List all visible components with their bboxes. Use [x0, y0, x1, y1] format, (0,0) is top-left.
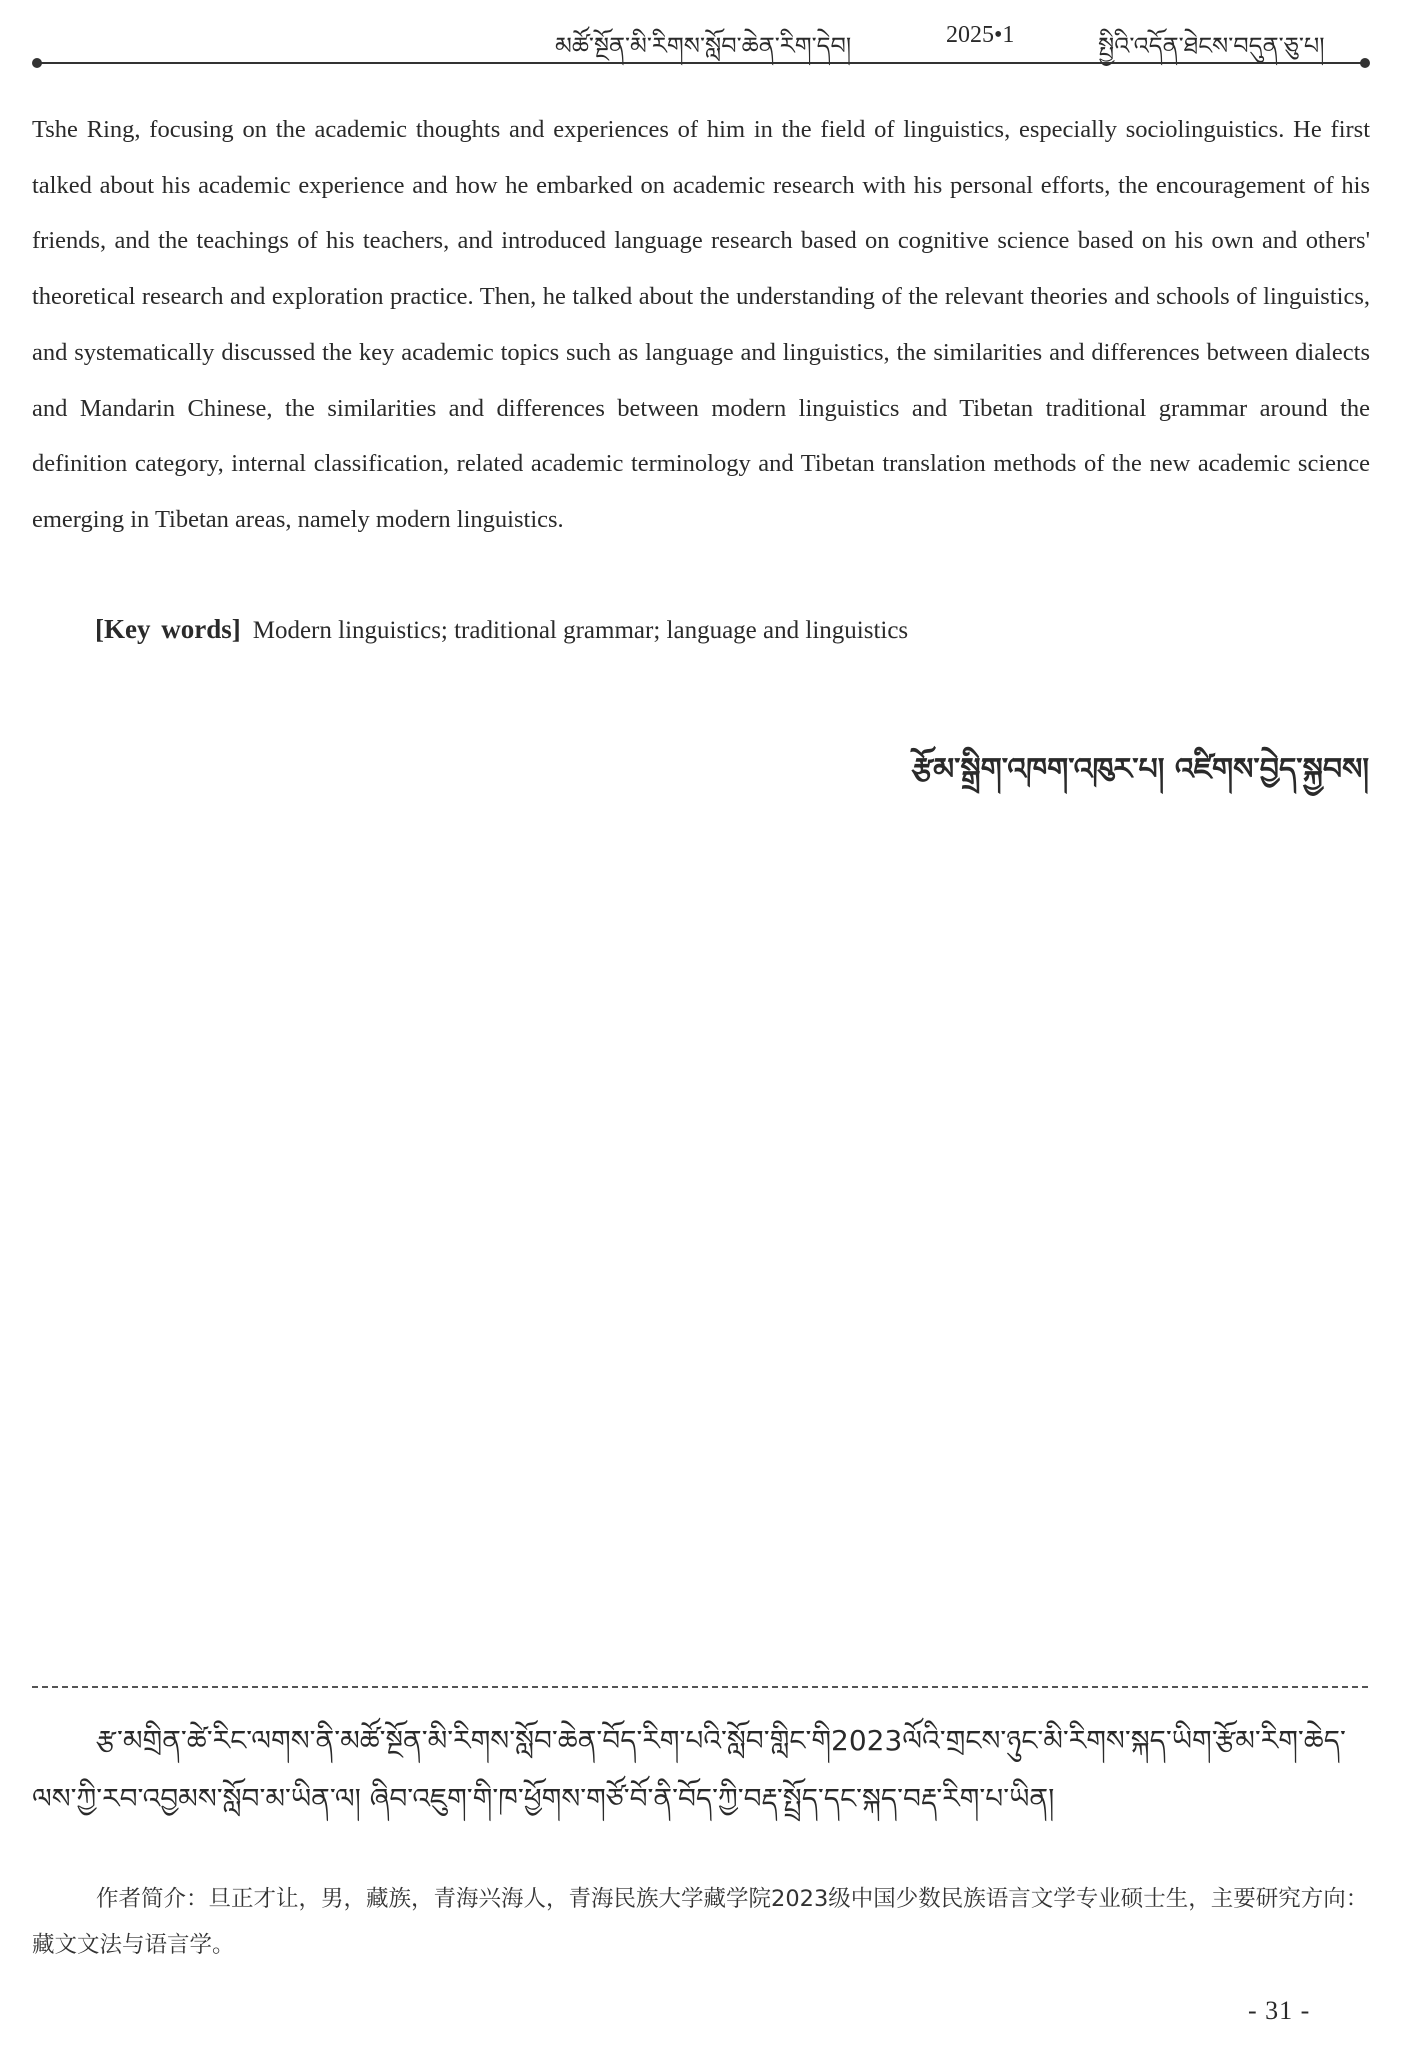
- keywords: [95, 604, 1365, 656]
- abstract-text: Tshe Ring, focusing on the academic thoughts and experiences of him in the field of linguistics, especially sociolinguistics. He first talked about his academic experience and how he embarked on academic research with his personal efforts, the encouragement of his friends, and the teachings of his teachers, and introduced language research based on cognitive science based on his own and others' theoretical research and exploration practice. Then, he talked about the understanding of the relevant theories and schools of linguistics, and systematically discussed the key academic topics such as language and linguistics, the similarities and differences between dialects and Mandarin Chinese, the similarities and differences between modern linguistics and Tibetan traditional grammar around the definition category, internal classification, related academic terminology and Tibetan translation methods of the new academic science emerging in Tibetan areas, namely modern linguistics.: [32, 116, 1370, 533]
- keywords-text: Modern linguistics; traditional grammar; language and linguistics: [252, 617, 909, 644]
- footnote-divider: [32, 1686, 1368, 1688]
- author-note-chinese: 作者简介：旦正才让，男，藏族，青海兴海人，青海民族大学藏学院2023级中国少数民族语言文学专业硕士生，主要研究方向：藏文文法与语言学。: [32, 1886, 1369, 1958]
- author-note-tibetan: རྩ་མགྲིན་ཚེ་རིང་ལགས་ནི་མཚོ་སྔོན་མི་རིགས་སློབ་ཆེན་བོད་རིག་པའི་སློབ་གླིང་གི2023ལོའི་གྲངས་ཉུང་མི་རིགས་སྐད་ཡིག་རྩོམ་རིག་ཆེད་ལས་ཀྱི་རབ་འབྱམས་སློབ་མ་ཡིན་ལ། ཞིབ་འཇུག་གི་ཁ་ཕྱོགས་གཙོ་བོ་ནི་བོད་ཀྱི་བརྡ་སྤྲོད་དང་སྐད་བརྡ་རིག་པ་ཡིན།: [32, 1724, 1346, 1815]
- keywords-label: [Key words]: [95, 614, 241, 644]
- issue-number: 2025•1: [946, 22, 1015, 48]
- running-header: [0, 14, 1407, 60]
- header-rule: [36, 62, 1366, 64]
- series-number: སྤྱིའི་འདོན་ཐེངས་བདུན་ཅུ་པ།: [1098, 32, 1325, 60]
- journal-title: མཚོ་སྔོན་མི་རིགས་སློབ་ཆེན་རིག་དེབ།: [555, 32, 852, 60]
- editor-credit: རྩོམ་སྒྲིག་འཁག་འཁུར་པ། འཛིགས་བྱེད་སྐྱབས།: [911, 752, 1369, 787]
- page-number: - 31 -: [1248, 1996, 1311, 2025]
